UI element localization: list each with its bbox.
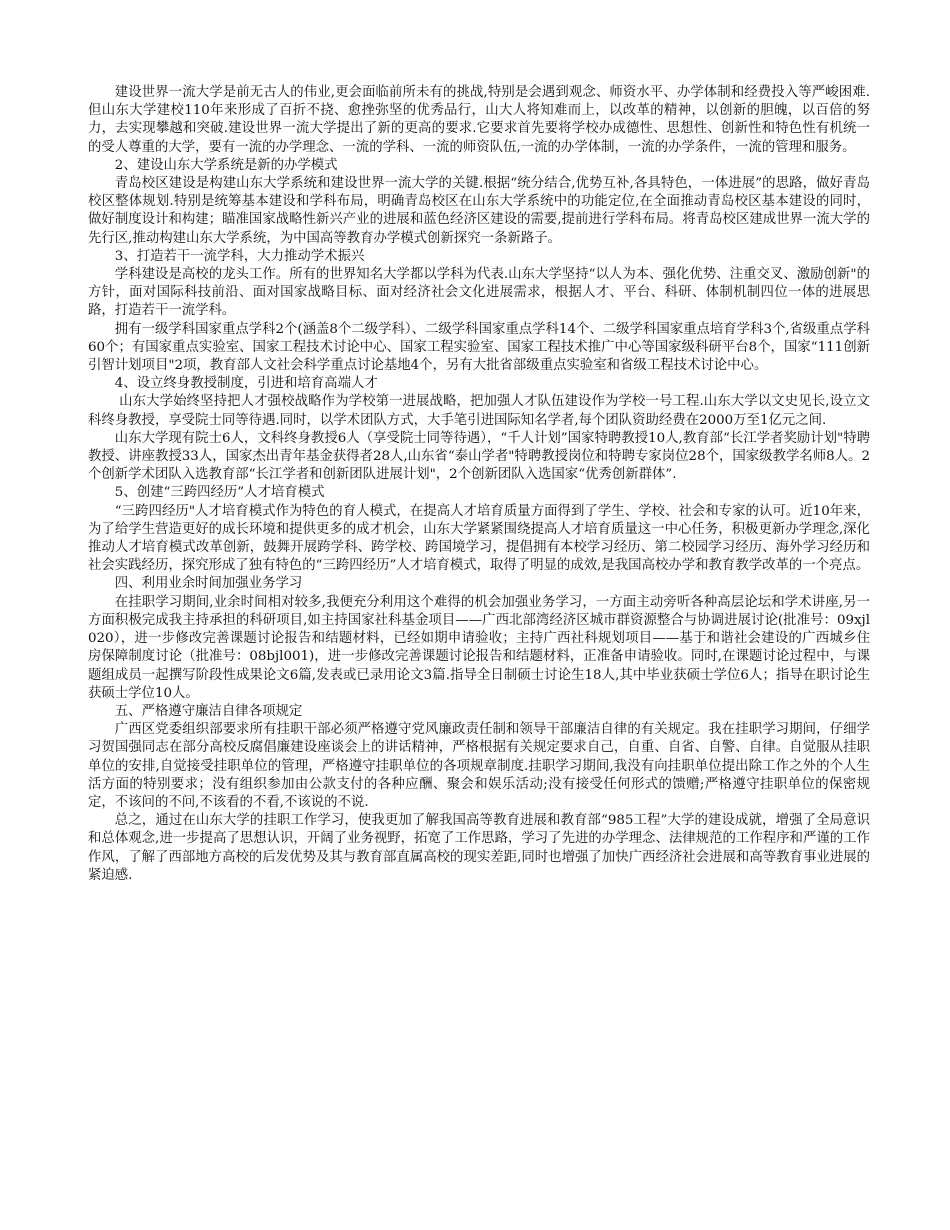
paragraph-conclusion: 总之，通过在山东大学的挂职工作学习，使我更加了解我国高等教育进展和教育部“985工程”大学的建设成就，增强了全局意识和总体观念,进一步提高了思想认识，开阔了业务视野，拓宽了工作思路，学习了先进的办学理念、法律规范的工作程序和严谨的工作作风，了解了西部地方高校的后发优势及其与教育部直属高校的现实差距,同时也增强了加快广西经济社会进展和高等教育事业进展的紧迫感. <box>88 813 870 883</box>
heading-shandong-system: 2、建设山东大学系统是新的办学模式 <box>114 157 338 173</box>
paragraph-integrity-rules: 广西区党委组织部要求所有挂职干部必须严格遵守党风廉政责任制和领导干部廉洁自律的有关规定。我在挂职学习期间，仔细学习贺国强同志在部分高校反腐倡廉建设座谈会上的讲话精神，严格根据有关规定要求自己，自重、自省、自警、自律。自觉服从挂职单位的安排,自觉接受挂职单位的管理，严格遵守挂职单位的各项规章制度.挂职学习期间,我没有向挂职单位提出除工作之外的个人生活方面的特别要求；没有组织参加由公款支付的各种应酬、聚会和娱乐活动;没有接受任何形式的馈赠;严格遵守挂职单位的保密规定，不该问的不问,不该看的不看,不该说的不说. <box>88 722 870 810</box>
heading-first-class-disciplines: 3、打造若干一流学科，大力推动学术振兴 <box>114 248 365 264</box>
paragraph-talent-strategy: 山东大学始终坚持把人才强校战略作为学校第一进展战略，把加强人才队伍建设作为学校一号工程.山东大学以文史见长,设立文科终身教授，享受院士同等待遇.同时，以学术团队方式，大手笔引进国际知名学者,每个团队资助经费在2000万至1亿元之间. <box>88 394 870 428</box>
heading-tenure-professors: 4、设立终身教授制度，引进和培育高端人才 <box>114 376 378 392</box>
paragraph-spare-time-study: 在挂职学习期间,业余时间相对较多,我便充分利用这个难得的机会加强业务学习，一方面主动旁听各种高层论坛和学术讲座,另一方面积极完成我主持承担的科研项目,如主持国家社科基金项目——广西北部湾经济区城市群资源整合与协调进展讨论(批准号：09xjl020），进一步修改完善课题讨论报告和结题材料，已经如期申请验收；主持广西社科规划项目——基于和谐社会建设的广西城乡住房保障制度讨论（批准号：08bjl001)，进一步修改完善课题讨论报告和结题材料，正准备申请验收。同时,在课题讨论过程中，与课题组成员一起撰写阶段性成果论文6篇,发表或已录用论文3篇.指导全日制硕士讨论生18人,其中毕业获硕士学位6人；指导在职讨论生获硕士学位10人。 <box>88 594 870 701</box>
heading-integrity-rules: 五、严格遵守廉洁自律各项规定 <box>114 703 303 719</box>
paragraph-qingdao-campus: 青岛校区建设是构建山东大学系统和建设世界一流大学的关键.根据“统分结合,优势互补,各具特色，一体进展”的思路，做好青岛校区整体规划.特别是统筹基本建设和学科布局，明确青岛校区在山东大学系统中的功能定位,在全面推动青岛校区基本建设的同时，做好制度设计和构建；瞄准国家战略性新兴产业的进展和蓝色经济区建设的需要,提前进行学科布局。将青岛校区建成世界一流大学的先行区,推动构建山东大学系统，为中国高等教育办学模式创新探究一条新路子。 <box>88 176 870 246</box>
paragraph-world-class-university: 建设世界一流大学是前无古人的伟业,更会面临前所未有的挑战,特别是会遇到观念、师资水平、办学体制和经费投入等严峻困难.但山东大学建校110年来形成了百折不挠、愈挫弥坚的优秀品行，山大人将知难而上，以改革的精神，以创新的胆魄，以百倍的努力，去实现攀越和突破.建设世界一流大学提出了新的更高的要求.它要求首先要将学校办成德性、思想性、创新性和特色性有机统一的受人尊重的大学，要有一流的办学理念、一流的学科、一流的师资队伍,一流的办学体制，一流的办学条件，一流的管理和服务。 <box>88 85 870 155</box>
paragraph-training-model: “三跨四经历"人才培育模式作为特色的育人模式，在提高人才培育质量方面得到了学生、学校、社会和专家的认可。近10年来，为了给学生营造更好的成长环境和提供更多的成才机会，山东大学紧紧围绕提高人才培育质量这一中心任务，积极更新办学理念,深化推动人才培育模式改革创新，鼓舞开展跨学科、跨学校、跨国境学习，提倡拥有本校学习经历、第二校园学习经历、海外学习经历和社会实践经历，探究形成了独有特色的“三跨四经历”人才培育模式，取得了明显的成效,是我国高校办学和教育教学改革的一个亮点。 <box>88 503 870 574</box>
heading-training-model: 5、创建“三跨四经历”人才培育模式 <box>114 485 325 501</box>
paragraph-academicians: 山东大学现有院士6人，文科终身教授6人（享受院士同等待遇），“千人计划”国家特聘教授10人,教育部“长江学者奖励计划"特聘教授、讲座教授33人，国家杰出青年基金获得者28人,山东省“泰山学者"特聘教授岗位和特聘专家岗位28个，国家级教学名师8人。2个创新学术团队入选教育部“长江学者和创新团队进展计划"，2个创新团队入选国家“优秀创新群体”. <box>88 430 870 483</box>
heading-spare-time-study: 四、利用业余时间加强业务学习 <box>114 576 303 592</box>
paragraph-key-disciplines: 拥有一级学科国家重点学科2个(涵盖8个二级学科）、二级学科国家重点学科14个、二级学科国家重点培育学科3个,省级重点学科60个；有国家重点实验室、国家工程技术讨论中心、国家工程实验室、国家工程技术推广中心等国家级科研平台8个，国家“111创新引智计划项目"2项，教育部人文社会科学重点讨论基地4个，另有大批省部级重点实验室和省级工程技术讨论中心。 <box>88 321 870 374</box>
paragraph-discipline-building: 学科建设是高校的龙头工作。所有的世界知名大学都以学科为代表.山东大学坚持“以人为本、强化优势、注重交叉、激励创新"的方针，面对国际科技前沿、面对国家战略目标、面对经济社会文化进展需求，根据人才、平台、科研、体制机制四位一体的进展思路，打造若干一流学科。 <box>88 267 870 319</box>
